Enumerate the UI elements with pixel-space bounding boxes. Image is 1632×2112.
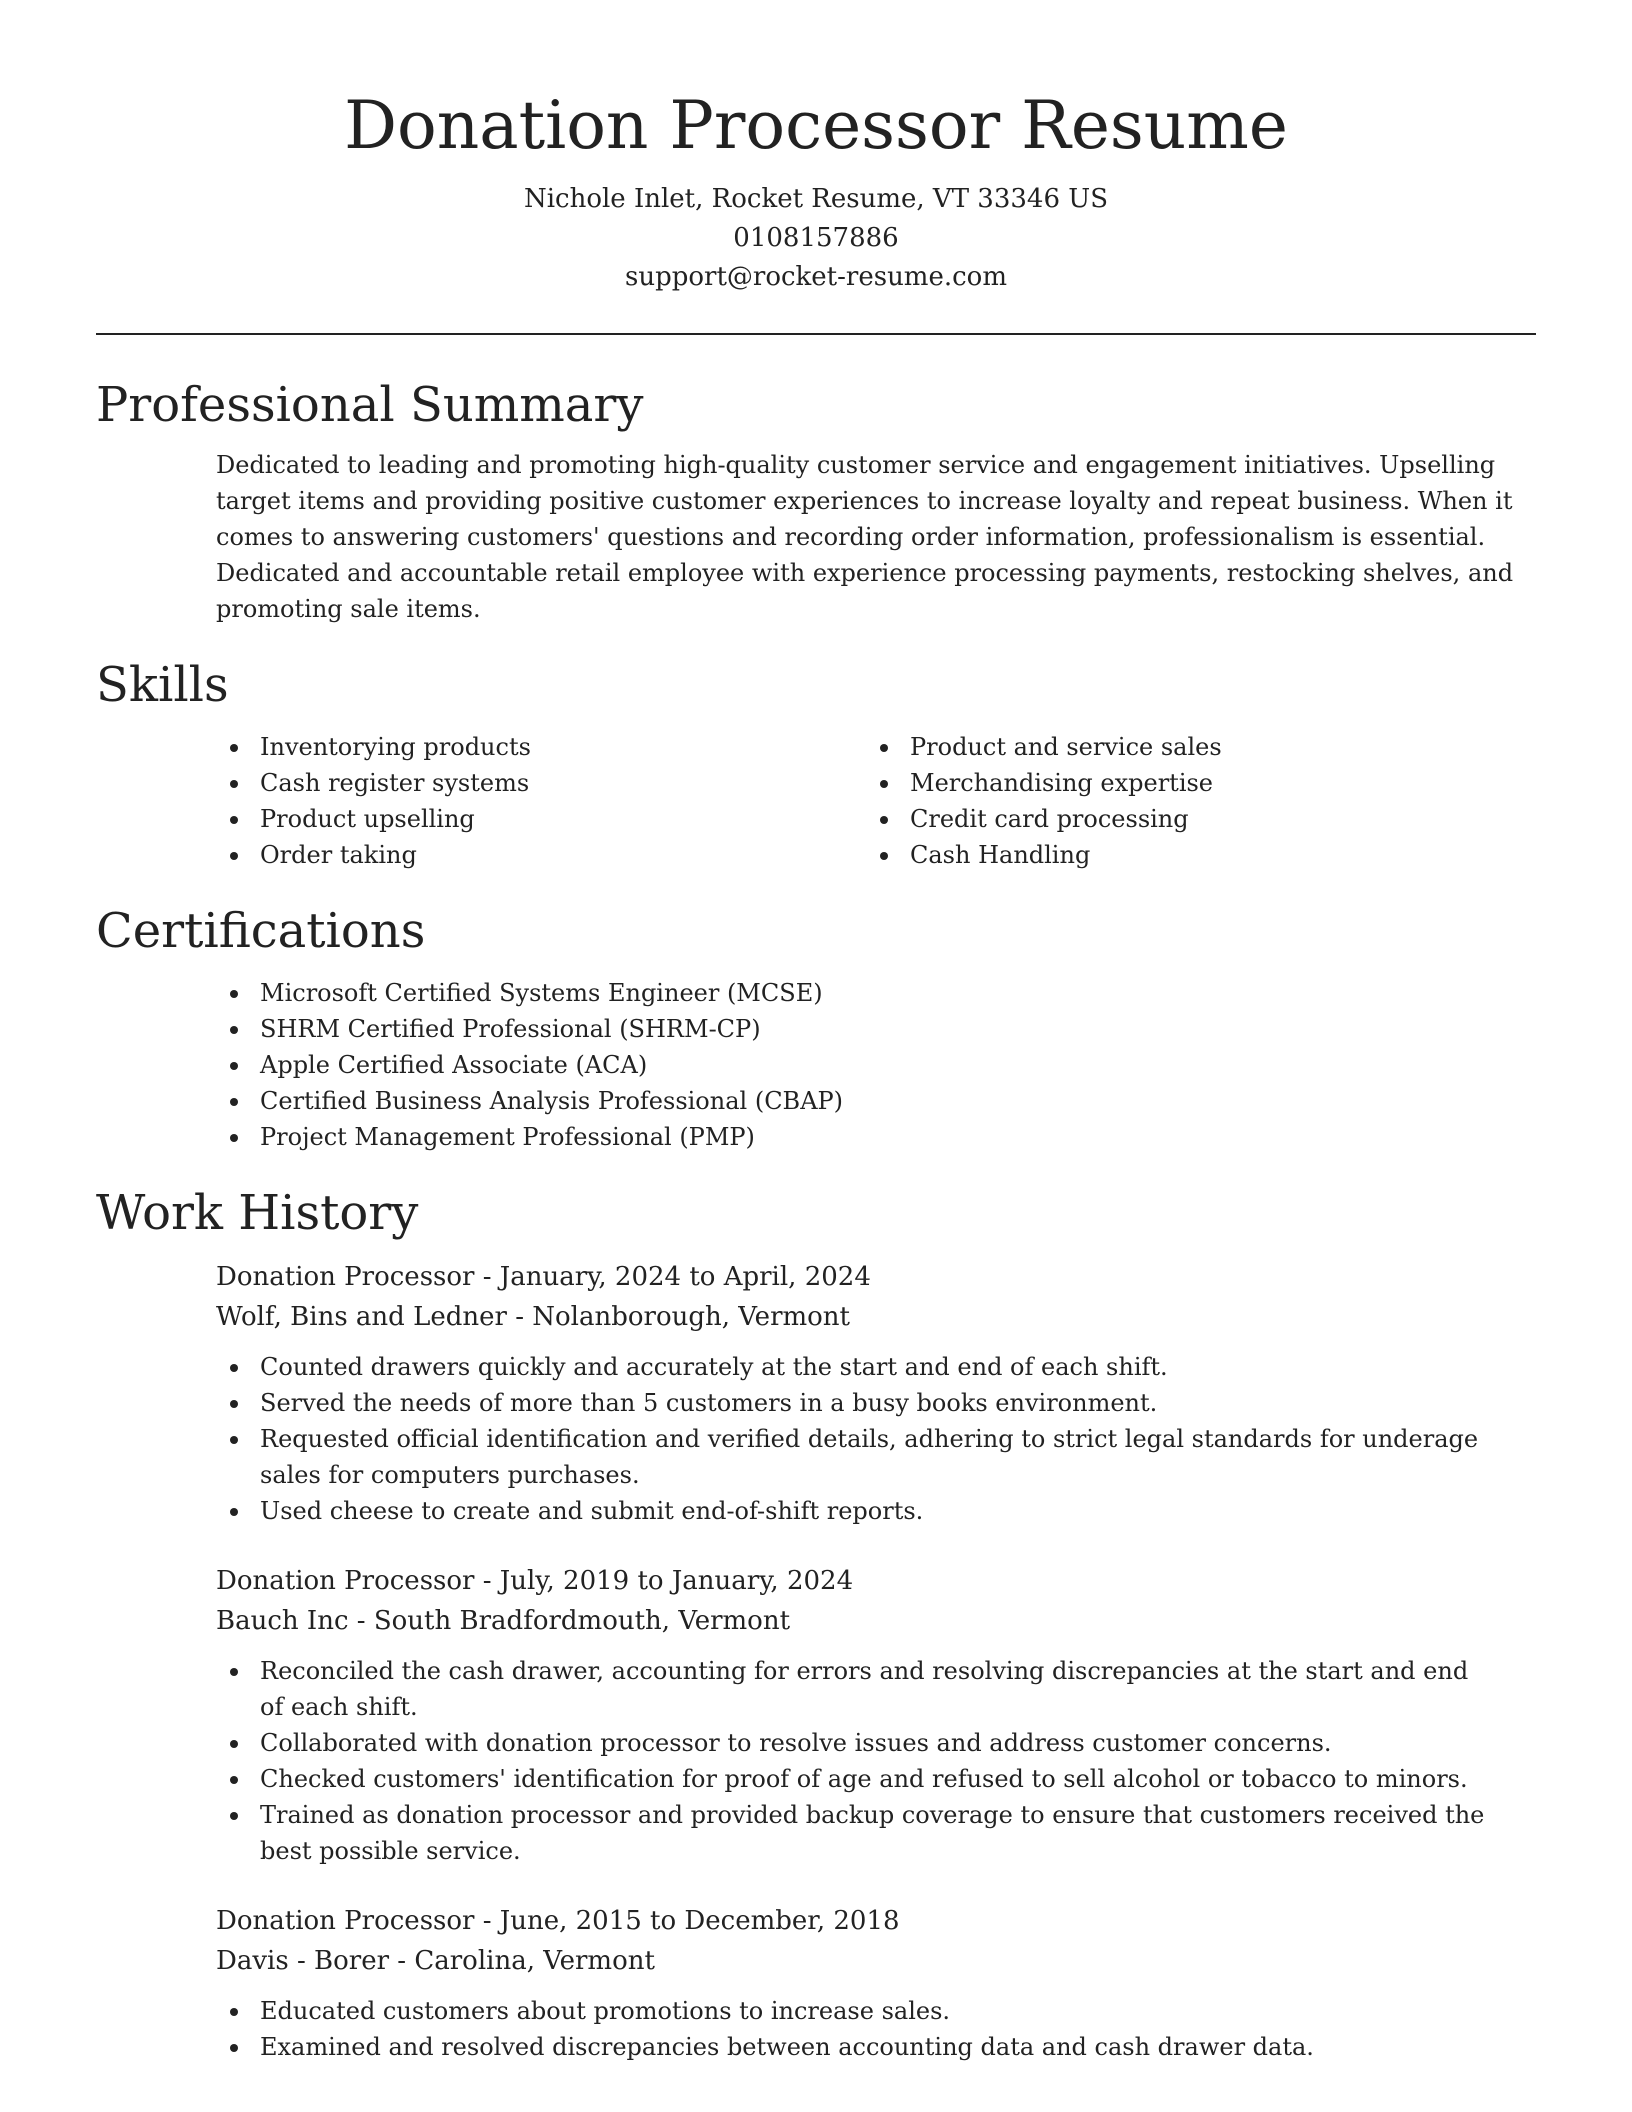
summary-section <box>96 375 1536 627</box>
job-company-line: Wolf, Bins and Ledner - Nolanborough, Vermont <box>216 1302 850 1332</box>
resume-page <box>96 0 1536 2065</box>
job-entry <box>216 1561 1536 1869</box>
certifications-list <box>216 975 1536 1155</box>
job-role-line: Donation Processor - July, 2019 to January, 2024 <box>216 1566 854 1596</box>
skills-list-left <box>216 729 866 873</box>
list-item: Cash register systems <box>216 765 866 801</box>
list-item: Merchandising expertise <box>866 765 1516 801</box>
job-company: Wolf, Bins and Ledner <box>216 1302 507 1332</box>
job-location: South Bradfordmouth, Vermont <box>373 1606 791 1636</box>
contact-phone: 0108157886 <box>733 223 899 253</box>
job-company-line: Bauch Inc - South Bradfordmouth, Vermont <box>216 1606 791 1636</box>
list-item: Educated customers about promotions to increase sales. <box>216 1993 1492 2029</box>
job-entry <box>216 1901 1536 2065</box>
job-role-line: Donation Processor - January, 2024 to April, 2024 <box>216 1262 871 1292</box>
list-item: SHRM Certified Professional (SHRM-CP) <box>216 1011 1536 1047</box>
list-item: Reconciled the cash drawer, accounting for errors and resolving discrepancies at the start and end of each shift. <box>216 1653 1492 1725</box>
job-location: Nolanborough, Vermont <box>532 1302 850 1332</box>
certifications-section <box>96 901 1536 1155</box>
job-duties <box>216 1993 1536 2065</box>
job-company: Davis - Borer <box>216 1946 390 1976</box>
list-item: Served the needs of more than 5 customers in a busy books environment. <box>216 1385 1492 1421</box>
list-item: Requested official identification and verified details, adhering to strict legal standards for underage sales for computers purchases. <box>216 1421 1492 1493</box>
contact-block <box>96 180 1536 297</box>
job-company: Bauch Inc <box>216 1606 349 1636</box>
job-company-line: Davis - Borer - Carolina, Vermont <box>216 1946 655 1976</box>
list-item: Order taking <box>216 837 866 873</box>
job-role: Donation Processor <box>216 1566 475 1596</box>
resume-title: Donation Processor Resume <box>344 87 1288 164</box>
header-divider <box>96 333 1536 335</box>
contact-address: Nichole Inlet, Rocket Resume, VT 33346 US <box>523 184 1109 214</box>
certifications-heading: Certifications <box>96 903 426 959</box>
list-item: Apple Certified Associate (ACA) <box>216 1047 1536 1083</box>
job-dates: July, 2019 to January, 2024 <box>499 1566 854 1596</box>
contact-email: support@rocket-resume.com <box>624 262 1007 292</box>
job-duties <box>216 1349 1536 1529</box>
list-item: Certified Business Analysis Professional (CBAP) <box>216 1083 1536 1119</box>
work-history-heading: Work History <box>96 1185 419 1241</box>
list-item: Credit card processing <box>866 801 1516 837</box>
job-dates: January, 2024 to April, 2024 <box>499 1262 871 1292</box>
job-dates: June, 2015 to December, 2018 <box>499 1906 900 1936</box>
list-item: Trained as donation processor and provided backup coverage to ensure that customers received the best possible service. <box>216 1797 1492 1869</box>
job-duties <box>216 1653 1536 1869</box>
list-item: Checked customers' identification for proof of age and refused to sell alcohol or tobacco to minors. <box>216 1761 1492 1797</box>
list-item: Examined and resolved discrepancies between accounting data and cash drawer data. <box>216 2029 1492 2065</box>
list-item: Microsoft Certified Systems Engineer (MCSE) <box>216 975 1536 1011</box>
list-item: Product and service sales <box>866 729 1516 765</box>
job-role: Donation Processor <box>216 1262 475 1292</box>
skills-heading: Skills <box>96 657 229 713</box>
list-item: Used cheese to create and submit end-of-shift reports. <box>216 1493 1492 1529</box>
job-location: Carolina, Vermont <box>414 1946 655 1976</box>
summary-text: Dedicated to leading and promoting high-quality customer service and engagement initiatives. Upselling target items and providing positive customer experiences to increase loyalty and repeat business. When it comes to answering customers' questions and recording order information, professionalism is essential. Dedicated and accountable retail employee with experience processing payments, restocking shelves, and promoting sale items. <box>216 451 1514 623</box>
job-role-line: Donation Processor - June, 2015 to December, 2018 <box>216 1906 900 1936</box>
summary-heading: Professional Summary <box>96 377 644 433</box>
list-item: Collaborated with donation processor to resolve issues and address customer concerns. <box>216 1725 1492 1761</box>
list-item: Project Management Professional (PMP) <box>216 1119 1536 1155</box>
skills-section <box>96 655 1536 873</box>
list-item: Product upselling <box>216 801 866 837</box>
list-item: Inventorying products <box>216 729 866 765</box>
work-history-section <box>96 1183 1536 2065</box>
skills-grid <box>216 729 1536 873</box>
resume-header <box>96 0 1536 297</box>
job-entry <box>216 1257 1536 1529</box>
list-item: Cash Handling <box>866 837 1516 873</box>
list-item: Counted drawers quickly and accurately at the start and end of each shift. <box>216 1349 1492 1385</box>
job-role: Donation Processor <box>216 1906 475 1936</box>
skills-list-right <box>866 729 1516 873</box>
